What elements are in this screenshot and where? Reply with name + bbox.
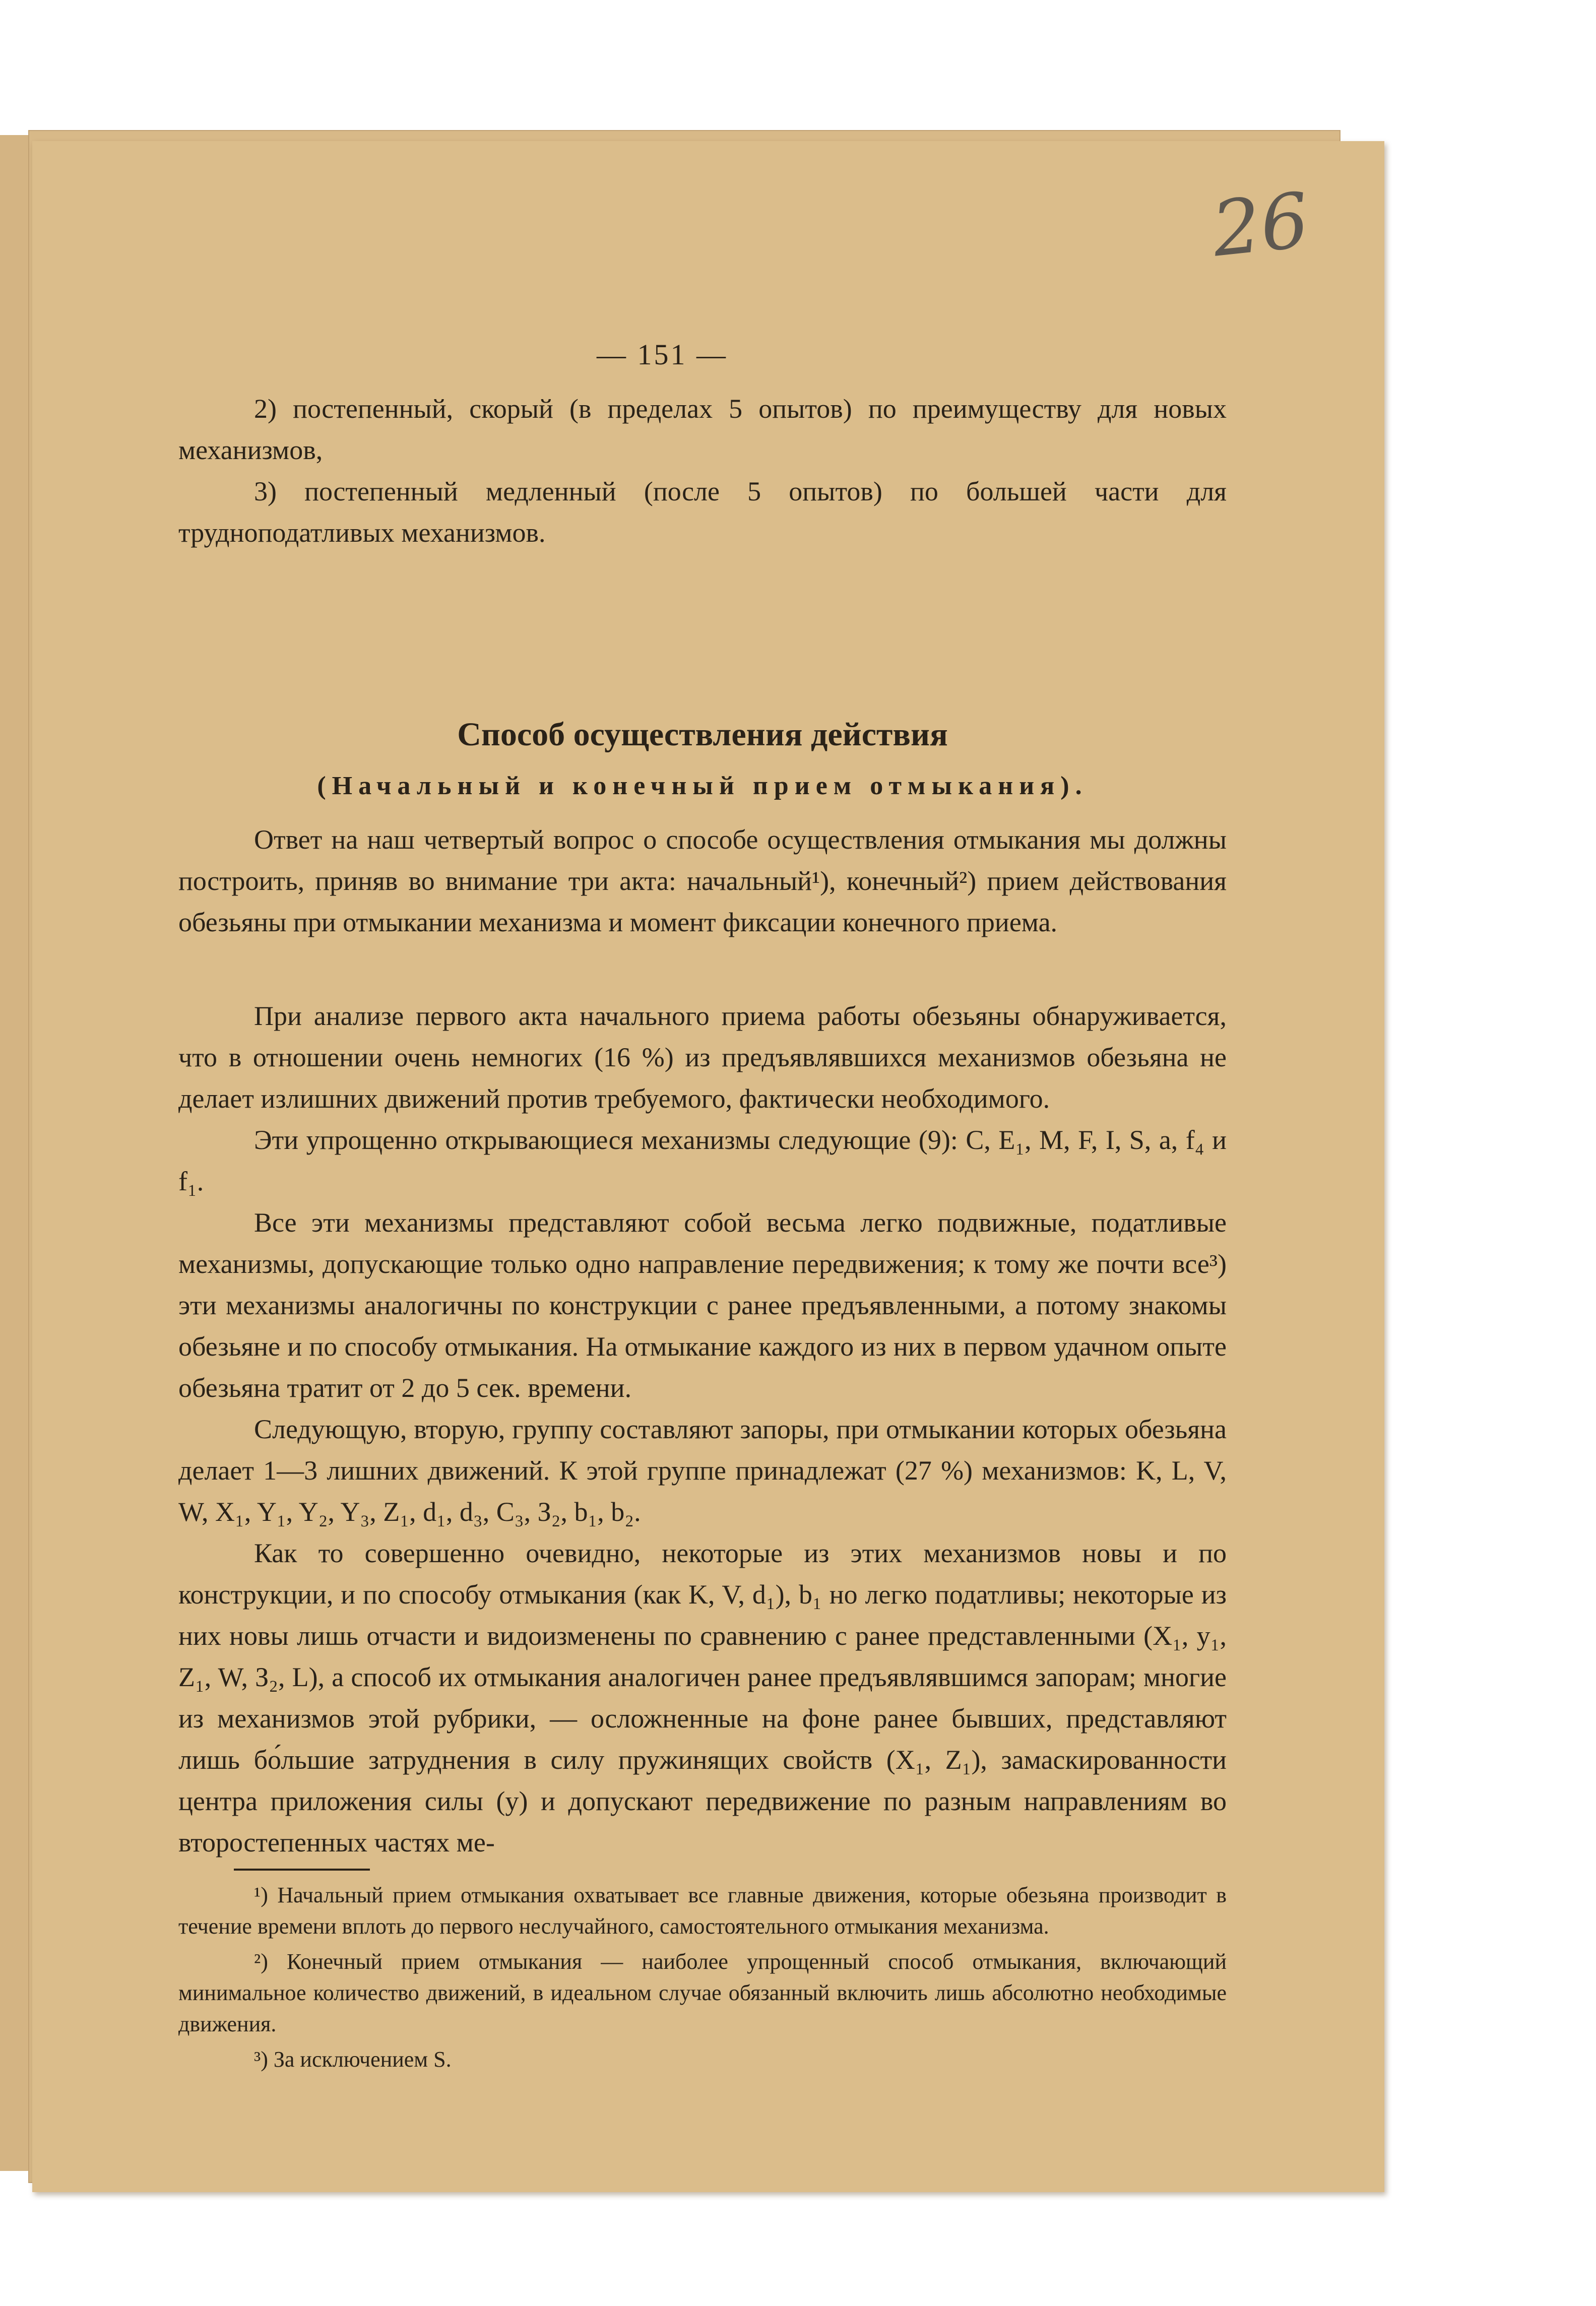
footnote: ³) За исключением S. (254, 2047, 452, 2072)
main-text (178, 995, 1227, 1863)
section-subheading: (Начальный и конечный прием отмыкания). (317, 772, 1088, 800)
paragraph: Следующую, вторую, группу составляют запоры, при отмыкании которых обезьяна делает 1—3 лишних движений. К этой группе принадлежат (27 %) механизмов: K, L, V, W, X₁, Y₁, Y₂, Y₃, Z₁, d₁, d₃, C₃, З₂, b₁, b₂. (178, 1414, 1227, 1527)
intro-block (178, 819, 1227, 943)
footnote-divider (234, 1869, 370, 1871)
handwritten-folio-number: 26 (1208, 176, 1313, 274)
paragraph: При анализе первого акта начального приема работы обезьяны обнаруживается, что в отношении очень немногих (16 %) из предъявлявшихся механизмов обезьяна не делает излишних движений против требуемого, фактически необходимого. (178, 1001, 1227, 1114)
page-number: — 151 — (597, 338, 728, 371)
paragraph: Как то совершенно очевидно, некоторые из этих механизмов новы и по конструкции, и по способу отмыкания (как K, V, d₁), b₁ но легко податливы; некоторые из них новы лишь отчасти и видоизменены по сравнению с ранее представленными (X₁, y₁, Z₁, W, З₂, L), а способ их отмыкания аналогичен ранее предъявлявшимся запорам; многие из механизмов этой рубрики, — осложненные на фоне ранее бывших, представляют лишь бо́льшие затруднения в силу пружинящих свойств (X₁, Z₁), замаскированности центра приложения силы (y) и допускают передвижение по разным направлениям во второстепенных частях ме- (178, 1538, 1227, 1857)
paragraph: Эти упрощенно открывающиеся механизмы следующие (9): C, E₁, M, F, I, S, a, f₄ и f₁. (178, 1125, 1227, 1196)
list-continuation (178, 388, 1227, 553)
document-page (32, 141, 1384, 2192)
footnote: ²) Конечный прием отмыкания — наиболее упрощенный способ отмыкания, включающий минимальное количество движений, в идеальном случае обязанный включить лишь абсолютно необходимые движения. (178, 1949, 1227, 2036)
list-item: 2) постепенный, скорый (в пределах 5 опытов) по преимуществу для новых механизмов, (178, 394, 1227, 465)
paragraph: Все эти механизмы представляют собой весьма легко подвижные, податливые механизмы, допускающие только одно направление передвижения; к тому же почти все³) эти механизмы аналогичны по конструкции с ранее предъявленными, а потому знакомы обезьяне и по способу отмыкания. На отмыкание каждого из них в первом удачном опыте обезьяна тратит от 2 до 5 сек. времени. (178, 1207, 1227, 1403)
footnotes (178, 1880, 1227, 2079)
section-heading: Способ осуществления действия (457, 716, 948, 753)
intro-paragraph: Ответ на наш четвертый вопрос о способе осуществления отмыкания мы должны построить, приняв во внимание три акта: начальный¹), конечный²) прием действования обезьяны при отмыкании механизма и момент фиксации конечного приема. (178, 824, 1227, 937)
list-item: 3) постепенный медленный (после 5 опытов) по большей части для трудноподатливых механизмов. (178, 476, 1227, 548)
footnote: ¹) Начальный прием отмыкания охватывает все главные движения, которые обезьяна производит в течение времени вплоть до первого неслучайного, самостоятельного отмыкания механизма. (178, 1883, 1227, 1939)
